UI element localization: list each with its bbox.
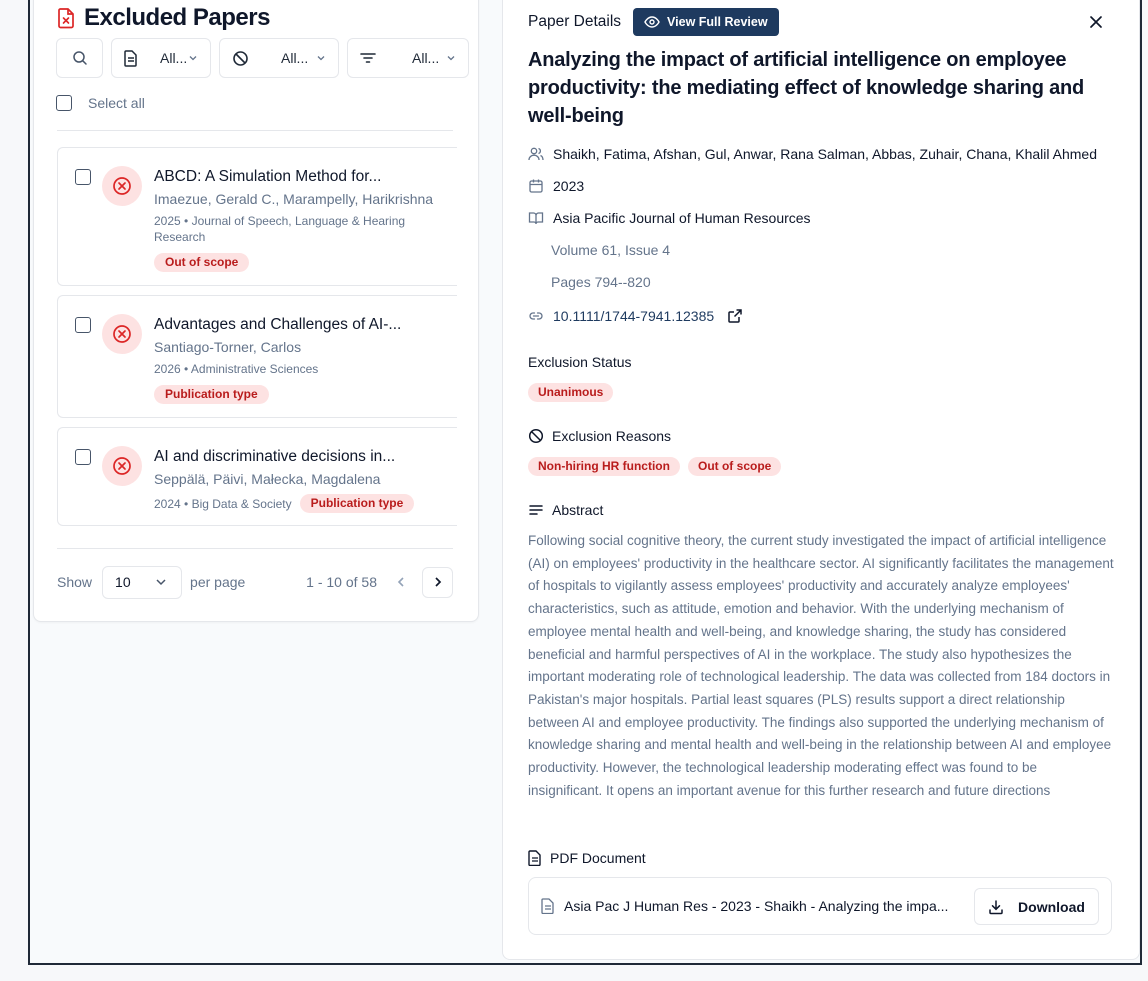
sort-filter[interactable] <box>347 38 469 78</box>
exclusion-badge: Publication type <box>300 494 415 513</box>
next-page-button[interactable] <box>422 567 453 598</box>
eye-icon <box>644 16 660 28</box>
reason-badges <box>528 457 781 476</box>
journal-row <box>528 210 811 226</box>
x-circle-icon <box>102 314 142 354</box>
filter-label: All... <box>412 50 440 66</box>
view-full-review-label: View Full Review <box>667 15 768 29</box>
chevron-left-icon <box>397 576 405 588</box>
paper-list-item[interactable] <box>57 427 457 526</box>
select-all-label: Select all <box>88 95 145 111</box>
details-header <box>528 8 779 36</box>
paper-details-panel <box>502 0 1140 960</box>
chevron-down-icon <box>316 54 326 62</box>
paper-list-item[interactable] <box>57 147 457 286</box>
exclusion-reasons-label: Exclusion Reasons <box>552 428 672 444</box>
pdf-attachment <box>528 877 1112 935</box>
document-type-filter[interactable] <box>111 38 211 78</box>
authors-text: Shaikh, Fatima, Afshan, Gul, Anwar, Rana Salman, Abbas, Zuhair, Chana, Khalil Ahmed <box>553 146 1097 162</box>
abstract-label: Abstract <box>552 502 604 518</box>
divider <box>57 548 453 549</box>
paper-checkbox[interactable] <box>75 317 91 333</box>
exclusion-status-heading: Exclusion Status <box>528 354 632 370</box>
year-text: 2023 <box>553 178 585 194</box>
abstract-heading <box>528 502 603 518</box>
paper-meta-row <box>154 494 414 513</box>
x-circle-icon <box>102 446 142 486</box>
paper-detail-title: Analyzing the impact of artificial intelligence on employee productivity: the mediating effect of knowledge sharing and well-being <box>528 49 1085 127</box>
filter-bar <box>56 38 469 78</box>
paper-meta-line: Research <box>154 230 206 244</box>
document-icon <box>124 50 138 67</box>
page-range: 1 - 10 of 58 <box>306 574 377 590</box>
file-x-icon <box>56 7 76 29</box>
paper-authors: Seppälä, Päivi, Małecka, Magdalena <box>154 471 381 487</box>
exclusion-reasons-heading <box>528 428 671 444</box>
chevron-down-icon <box>188 54 198 62</box>
pdf-label: PDF Document <box>550 850 646 866</box>
pdf-filename: Asia Pac J Human Res - 2023 - Shaikh - Analyzing the impa... <box>564 898 949 914</box>
year-row <box>528 178 584 194</box>
chevron-right-icon <box>434 576 442 588</box>
paper-title: ABCD: A Simulation Method for... <box>154 168 382 185</box>
show-label: Show <box>57 574 93 590</box>
panel-header <box>56 4 270 32</box>
paper-authors: Santiago-Torner, Carlos <box>154 339 302 355</box>
search-icon <box>72 50 88 66</box>
previous-page-button[interactable] <box>385 567 416 598</box>
select-all-checkbox[interactable] <box>56 95 72 111</box>
authors-row <box>528 146 1097 162</box>
users-icon <box>528 146 544 162</box>
paper-meta: 2024 • Big Data & Society <box>154 496 292 511</box>
close-icon[interactable] <box>1087 13 1105 31</box>
volume-text: Volume 61, Issue 4 <box>551 242 671 258</box>
paper-title: AI and discriminative decisions in... <box>154 448 396 465</box>
download-button[interactable] <box>974 888 1099 925</box>
book-open-icon <box>528 210 544 226</box>
status-badge: Unanimous <box>528 383 613 402</box>
per-page-label: per page <box>190 574 246 590</box>
chevron-down-icon <box>155 578 167 586</box>
filter-lines-icon <box>360 51 376 65</box>
file-text-icon <box>528 850 542 866</box>
x-circle-icon <box>102 166 142 206</box>
calendar-icon <box>528 178 544 194</box>
ban-icon <box>232 50 249 67</box>
doi-row <box>528 308 743 324</box>
exclusion-badge: Publication type <box>154 385 269 404</box>
paper-meta <box>154 213 405 245</box>
reason-badge: Out of scope <box>688 457 781 476</box>
pdf-heading <box>528 850 646 866</box>
file-text-icon <box>541 898 555 914</box>
ban-icon <box>528 428 544 444</box>
paper-meta-line: 2025 • Journal of Speech, Language & Hearing <box>154 214 406 228</box>
filter-label: All... <box>281 50 309 66</box>
link-icon <box>528 308 544 324</box>
exclusion-filter[interactable] <box>219 38 339 78</box>
reason-badge: Non-hiring HR function <box>528 457 680 476</box>
details-title: Paper Details <box>528 13 622 30</box>
filter-label: All... <box>160 50 188 66</box>
paper-list-item[interactable] <box>57 295 457 418</box>
pages-text: Pages 794--820 <box>551 274 651 290</box>
text-align-icon <box>528 502 544 518</box>
journal-text: Asia Pacific Journal of Human Resources <box>553 210 811 226</box>
paper-authors: Imaezue, Gerald C., Marampelly, Harikrishna <box>154 191 434 207</box>
abstract-text: Following social cognitive theory, the current study investigated the impact of artificial intelligence (AI) on employees' productivity in the healthcare sector. AI significantly facilitates the management of hospitals to vigilantly assess employees' productivity and accurately analyze employees' characteristics, such as attitude, emotion and behavior. With the underlying mechanism of employee mental health and well-being, and knowledge sharing, the study has considered beneficial and harmful perspectives of AI in the workplace. The study also hypothesizes the important moderating role of technological leadership. The data was collected from 184 doctors in Pakistan's major hospitals. Partial least squares (PLS) results support a direct relationship between AI and employee productivity. The findings also supported the underlying mechanism of knowledge sharing and mental health and well-being in the relationship between AI and employee productivity. However, the technological leadership moderating effect was found to be insignificant. It opens an important avenue for this further research and future directions <box>528 533 1114 798</box>
per-page-select[interactable] <box>102 566 182 599</box>
select-all[interactable] <box>56 95 145 111</box>
page-title: Excluded Papers <box>84 4 270 31</box>
external-link-icon[interactable] <box>727 308 743 324</box>
download-label: Download <box>1018 898 1085 915</box>
doi-link[interactable]: 10.1111/1744-7941.12385 <box>553 308 715 324</box>
paper-title: Advantages and Challenges of AI-... <box>154 316 402 333</box>
view-full-review-button[interactable] <box>633 8 779 36</box>
search-button[interactable] <box>56 38 103 78</box>
download-icon <box>988 899 1004 915</box>
divider <box>57 130 453 131</box>
exclusion-badge: Out of scope <box>154 253 249 272</box>
paper-checkbox[interactable] <box>75 449 91 465</box>
per-page-value: 10 <box>115 574 131 590</box>
pagination <box>57 565 453 599</box>
paper-meta: 2026 • Administrative Sciences <box>154 362 319 376</box>
chevron-down-icon <box>446 54 456 62</box>
paper-checkbox[interactable] <box>75 169 91 185</box>
